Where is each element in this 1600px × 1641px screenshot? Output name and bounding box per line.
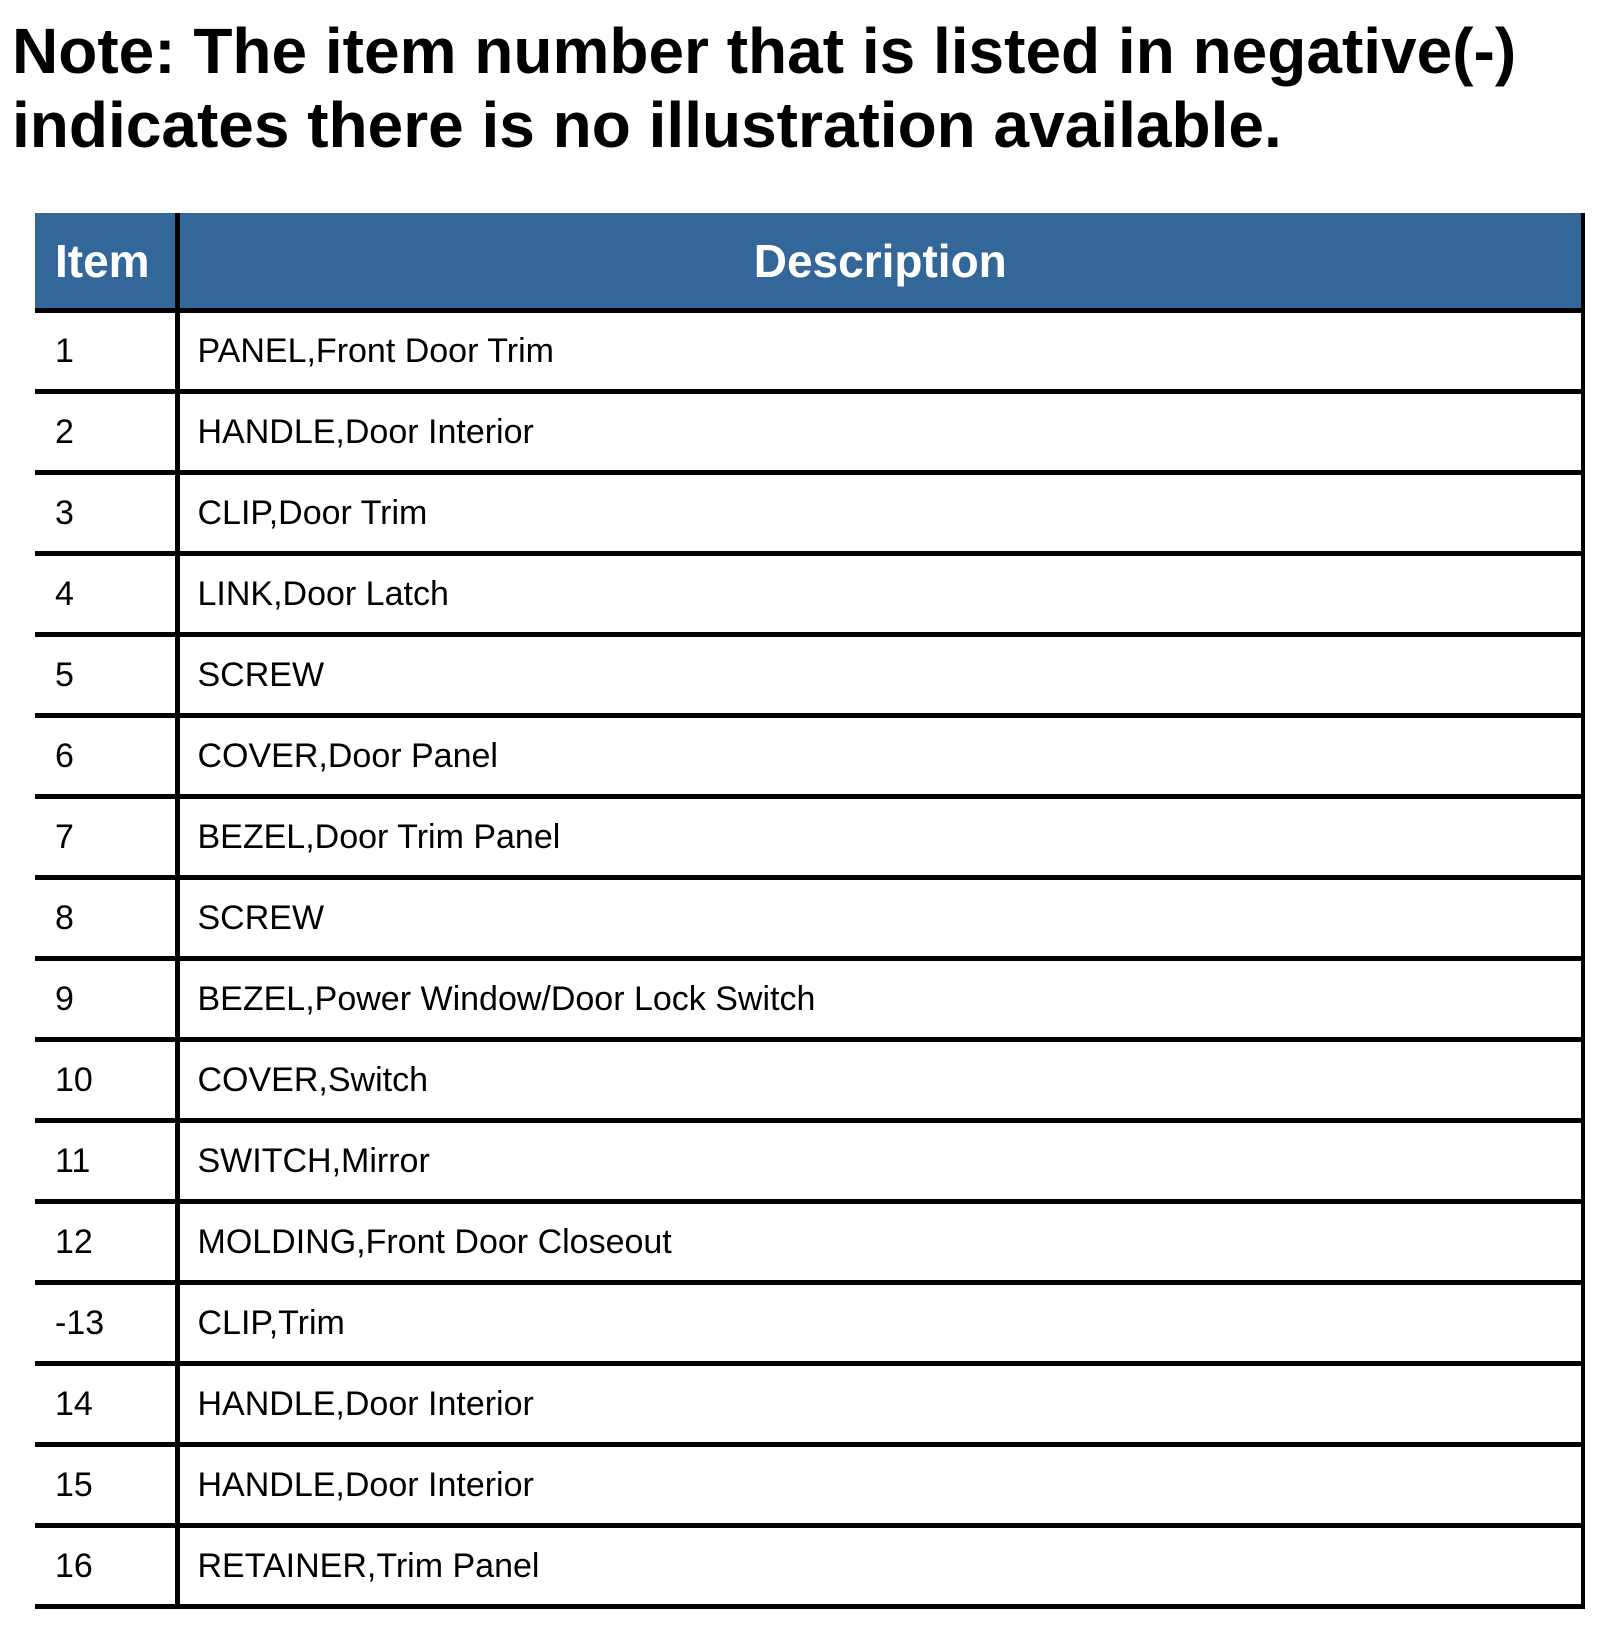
item-description: CLIP,Door Trim <box>177 473 1583 554</box>
table-row <box>35 1526 1583 1607</box>
item-number: 16 <box>35 1526 177 1607</box>
item-number: 1 <box>35 311 177 392</box>
table-row <box>35 959 1583 1040</box>
table-body <box>35 311 1583 1607</box>
item-number: 14 <box>35 1364 177 1445</box>
table-row <box>35 716 1583 797</box>
item-number: 8 <box>35 878 177 959</box>
table-row <box>35 311 1583 392</box>
table-row <box>35 1202 1583 1283</box>
item-number: 7 <box>35 797 177 878</box>
item-description: BEZEL,Door Trim Panel <box>177 797 1583 878</box>
note-heading <box>12 14 1592 162</box>
table-row <box>35 1040 1583 1121</box>
table-row <box>35 554 1583 635</box>
note-line-1: Note: The item number that is listed in negative(-) <box>12 15 1517 87</box>
table-row <box>35 1364 1583 1445</box>
item-number: 3 <box>35 473 177 554</box>
item-description: LINK,Door Latch <box>177 554 1583 635</box>
item-number: 5 <box>35 635 177 716</box>
item-description: SCREW <box>177 635 1583 716</box>
item-description: SWITCH,Mirror <box>177 1121 1583 1202</box>
item-description: PANEL,Front Door Trim <box>177 311 1583 392</box>
table-header <box>35 213 1583 311</box>
item-number: 2 <box>35 392 177 473</box>
item-description: BEZEL,Power Window/Door Lock Switch <box>177 959 1583 1040</box>
item-number: 12 <box>35 1202 177 1283</box>
table-row <box>35 635 1583 716</box>
item-description: HANDLE,Door Interior <box>177 392 1583 473</box>
item-description: RETAINER,Trim Panel <box>177 1526 1583 1607</box>
item-description: HANDLE,Door Interior <box>177 1445 1583 1526</box>
item-description: CLIP,Trim <box>177 1283 1583 1364</box>
table-row <box>35 1283 1583 1364</box>
table-row <box>35 1121 1583 1202</box>
table-row <box>35 878 1583 959</box>
note-line-2: indicates there is no illustration available. <box>12 89 1282 161</box>
item-description: COVER,Door Panel <box>177 716 1583 797</box>
item-description: HANDLE,Door Interior <box>177 1364 1583 1445</box>
item-number: 10 <box>35 1040 177 1121</box>
header-item: Item <box>35 213 177 311</box>
item-description: SCREW <box>177 878 1583 959</box>
item-number: -13 <box>35 1283 177 1364</box>
item-number: 4 <box>35 554 177 635</box>
item-number: 6 <box>35 716 177 797</box>
header-row <box>35 213 1583 311</box>
table-row <box>35 473 1583 554</box>
header-description: Description <box>177 213 1583 311</box>
item-description: COVER,Switch <box>177 1040 1583 1121</box>
item-number: 11 <box>35 1121 177 1202</box>
table-row <box>35 1445 1583 1526</box>
item-description: MOLDING,Front Door Closeout <box>177 1202 1583 1283</box>
item-number: 15 <box>35 1445 177 1526</box>
table-row <box>35 392 1583 473</box>
table-row <box>35 797 1583 878</box>
item-number: 9 <box>35 959 177 1040</box>
parts-table <box>35 213 1585 1609</box>
